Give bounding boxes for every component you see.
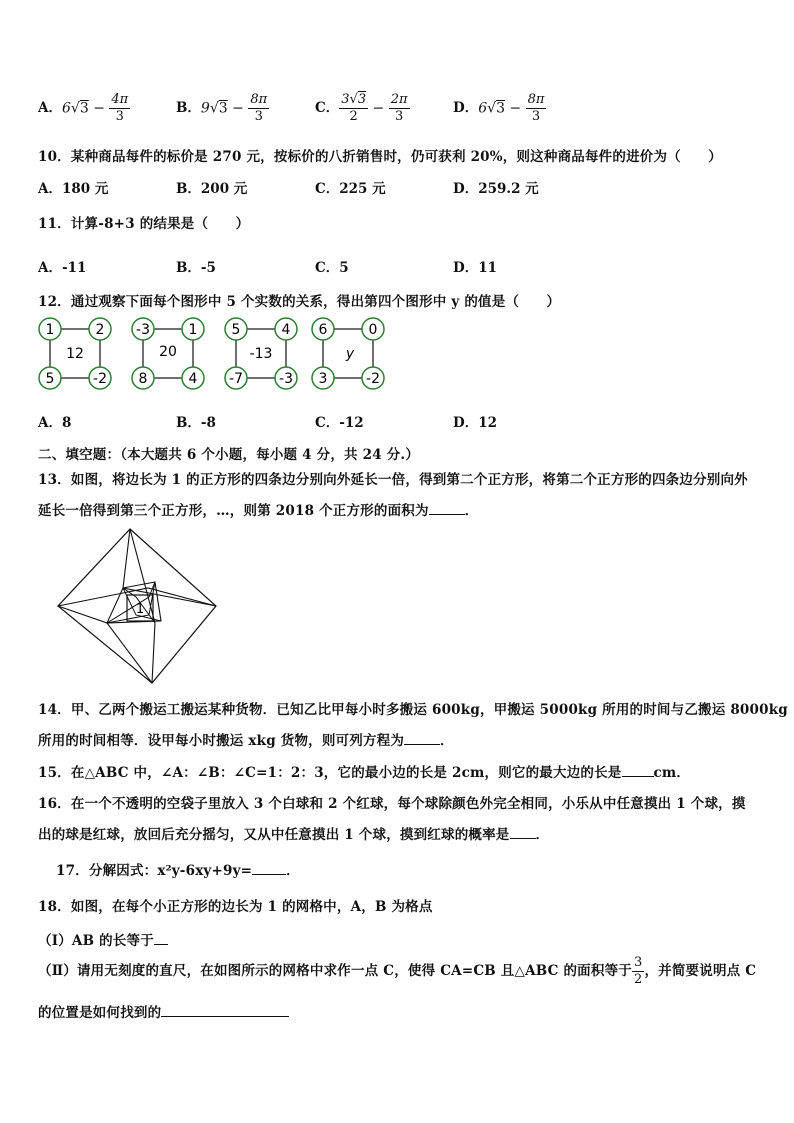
q10-option-a: A．180 元 xyxy=(38,181,109,197)
fig4-br: -2 xyxy=(366,371,380,387)
q9-option-b: B．9√3 − $\frac{8\pi}{3}$ xyxy=(176,92,268,124)
fig4-bl: 3 xyxy=(318,371,328,387)
fig2-br: 4 xyxy=(188,371,198,387)
q18-part2: （Ⅱ）请用无刻度的直尺，在如图所示的网格中求作一点 C，使得 CA=CB 且△ABC 的面积等于 $\frac{3}{2}$ ，并简要说明点 C xyxy=(38,955,757,987)
section-heading: 二、填空题：（本大题共 6 个小题，每小题 4 分，共 24 分.） xyxy=(38,447,420,463)
q12-figure-1 xyxy=(39,318,111,389)
fig3-tr: 4 xyxy=(281,322,291,338)
q12-option-b: B．-8 xyxy=(176,415,216,431)
q9-option-a: A．6√3 − $\frac{4\pi}{3}$ xyxy=(38,92,129,124)
q11-option-b: B．-5 xyxy=(176,260,216,276)
q10-option-d: D．259.2 元 xyxy=(453,181,539,197)
q18-part1: （Ⅰ）AB 的长等于 xyxy=(38,929,168,949)
q12-figure-2 xyxy=(132,318,204,389)
fig4-center: y xyxy=(345,346,355,362)
q10-option-c: C．225 元 xyxy=(315,181,386,197)
q14-line1: 14．甲、乙两个搬运工搬运某种货物．已知乙比甲每小时多搬运 600kg，甲搬运 5000kg 所用的时间与乙搬运 8000kg xyxy=(38,702,788,718)
q9-option-d: D．6√3 − $\frac{8\pi}{3}$ xyxy=(453,92,545,124)
q15-text: 15．在△ABC 中，∠A：∠B：∠C=1：2：3，它的最小边的长是 2cm，则它的最大边的长是 cm． xyxy=(38,765,691,781)
q11-option-a: A．-11 xyxy=(38,260,87,276)
q11-option-c: C．5 xyxy=(315,260,349,276)
q12-figure-4 xyxy=(312,318,384,389)
q18-line4: 的位置是如何找到的 xyxy=(38,1001,289,1021)
q16-line1: 16．在一个不透明的空袋子里放入 3 个白球和 2 个红球，每个球除颜色外完全相同，小乐从中任意摸出 1 个球，摸 xyxy=(38,796,746,812)
q10-text: 10．某种商品每件的标价是 270 元，按标价的八折销售时，仍可获利 20%，则这种商品每件的进价为（ ） xyxy=(38,149,722,165)
q12-figures xyxy=(30,312,400,392)
q9-option-c: C． $\frac{3√3}{2}$ − $\frac{2\pi}{3}$ xyxy=(315,92,408,124)
q17-blank xyxy=(252,874,286,875)
q12-option-c: C．-12 xyxy=(315,415,364,431)
fig3-center: -13 xyxy=(249,346,273,362)
q13-line2: 延长一倍得到第三个正方形，…，则第 2018 个正方形的面积为 ． xyxy=(38,503,479,519)
fig1-tl: 1 xyxy=(45,322,55,338)
q11-text: 11．计算-8+3 的结果是（ ） xyxy=(38,216,250,232)
fig4-tr: 0 xyxy=(368,322,378,338)
q17-text: 17．分解因式：x²y-6xy+9y= ． xyxy=(56,863,300,879)
fig1-br: -2 xyxy=(93,371,107,387)
q12-option-a: A．8 xyxy=(38,415,72,431)
q12-figure-3 xyxy=(225,318,297,389)
q16-blank xyxy=(510,838,536,839)
fig1-tr: 2 xyxy=(95,322,105,338)
q18-blank-1 xyxy=(154,944,168,945)
q16-line2: 出的球是红球，放回后充分摇匀，又从中任意摸出 1 个球，摸到红球的概率是 ． xyxy=(38,827,550,843)
fig3-br: -3 xyxy=(279,371,293,387)
q18-blank-2 xyxy=(161,1016,289,1017)
fig3-bl: -7 xyxy=(229,371,243,387)
q18-line1: 18．如图，在每个小正方形的边长为 1 的网格中，A，B 为格点 xyxy=(38,899,433,915)
q13-blank xyxy=(429,514,465,515)
q14-line2: 所用的时间相等．设甲每小时搬运 xkg 货物，则可列方程为 ． xyxy=(38,733,454,749)
q12-option-d: D．12 xyxy=(453,415,497,431)
fig1-center: 12 xyxy=(66,346,84,362)
fig4-tl: 6 xyxy=(318,322,328,338)
fig1-bl: 5 xyxy=(45,371,55,387)
q12-text: 12．通过观察下面每个图形中 5 个实数的关系，得出第四个图形中 y 的值是（ ） xyxy=(38,294,561,310)
q13-unit-label: 1 xyxy=(135,602,145,617)
fig2-center: 20 xyxy=(159,344,177,360)
q15-blank xyxy=(622,776,654,777)
fig2-tl: -3 xyxy=(136,322,150,338)
q14-blank xyxy=(404,744,440,745)
q11-option-d: D．11 xyxy=(453,260,497,276)
fig2-bl: 8 xyxy=(138,371,148,387)
q13-line1: 13．如图，将边长为 1 的正方形的四条边分别向外延长一倍，得到第二个正方形，将第二个正方形的四条边分别向外 xyxy=(38,472,748,488)
fig3-tl: 5 xyxy=(231,322,241,338)
q10-option-b: B．200 元 xyxy=(176,181,248,197)
q13-figure xyxy=(55,526,220,686)
fig2-tr: 1 xyxy=(188,322,198,338)
